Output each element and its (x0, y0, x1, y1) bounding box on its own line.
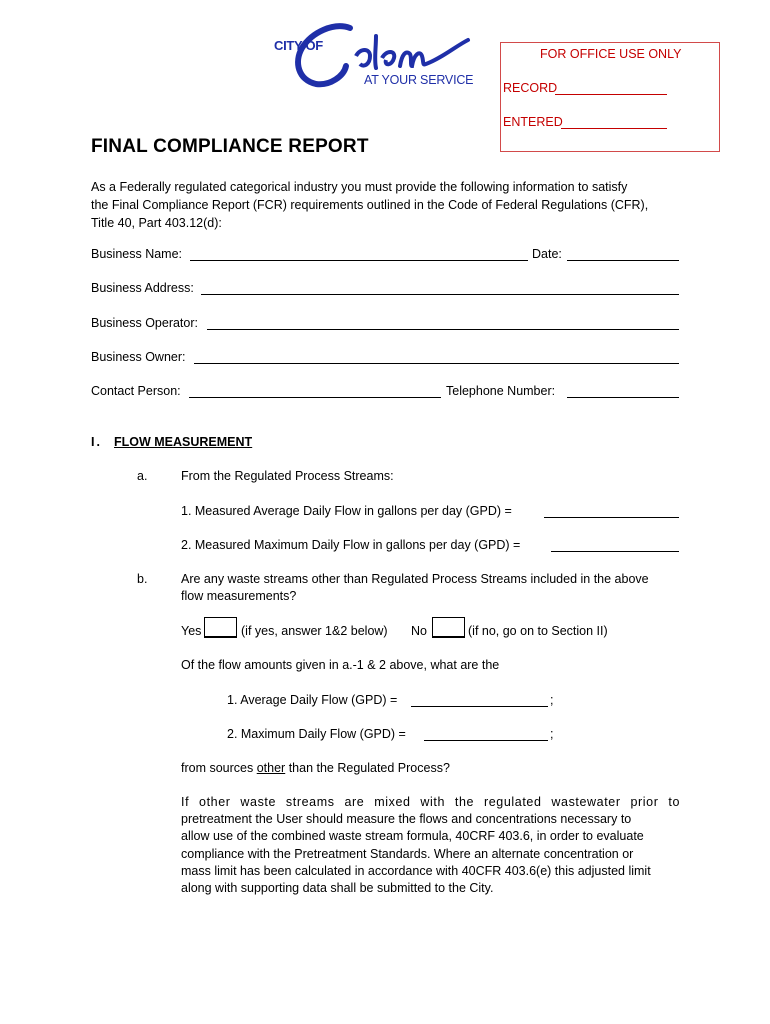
entered-label: ENTERED (503, 115, 563, 129)
business-address-field[interactable] (201, 294, 679, 295)
intro-line: Title 40, Part 403.12(d): (91, 216, 222, 230)
semicolon: ; (550, 693, 554, 707)
max-flow-field[interactable] (551, 551, 679, 552)
record-label: RECORD (503, 81, 558, 95)
no-label: No (411, 624, 427, 638)
intro-line: the Final Compliance Report (FCR) requirements outlined in the Code of Federal Regulations (CFR), (91, 198, 649, 212)
other-max-flow-label: 2. Maximum Daily Flow (GPD) = (227, 727, 406, 741)
item-a-label: a. (137, 469, 148, 483)
item-a-text: From the Regulated Process Streams: (181, 469, 394, 483)
contact-person-field[interactable] (189, 397, 441, 398)
intro-line: As a Federally regulated categorical industry you must provide the following information to satisfy (91, 180, 628, 194)
page-title: FINAL COMPLIANCE REPORT (91, 136, 369, 157)
city-of-salem-logo (272, 18, 472, 96)
sources-question (181, 760, 450, 776)
max-flow-label: 2. Measured Maximum Daily Flow in gallons per day (GPD) = (181, 538, 521, 552)
flow-question: Of the flow amounts given in a.-1 & 2 above, what are the (181, 658, 500, 672)
sources-text: than the Regulated Process? (285, 761, 450, 775)
contact-person-label: Contact Person: (91, 384, 181, 398)
avg-flow-label: 1. Measured Average Daily Flow in gallons per day (GPD) = (181, 504, 512, 518)
business-address-label: Business Address: (91, 281, 194, 295)
telephone-label: Telephone Number: (446, 384, 556, 398)
sources-other-word: other (256, 761, 286, 775)
business-name-field[interactable] (190, 260, 528, 261)
note-line: compliance with the Pretreatment Standards. Where an alternate concentration or (181, 846, 634, 861)
other-avg-flow-label: 1. Average Daily Flow (GPD) = (227, 693, 398, 707)
business-operator-label: Business Operator: (91, 316, 198, 330)
other-max-flow-field[interactable] (424, 740, 548, 741)
no-checkbox[interactable] (432, 617, 465, 638)
section-heading: FLOW MEASUREMENT (114, 435, 253, 449)
semicolon: ; (550, 727, 554, 741)
no-note: (if no, go on to Section II) (468, 624, 608, 638)
date-label: Date: (532, 247, 562, 261)
entered-line (561, 128, 667, 129)
note-line: along with supporting data shall be submitted to the City. (181, 881, 494, 896)
other-avg-flow-field[interactable] (411, 706, 548, 707)
telephone-field[interactable] (567, 397, 679, 398)
note-line: pretreatment the User should measure the flows and concentrations necessary to (181, 812, 632, 827)
record-line (555, 94, 667, 95)
yes-checkbox[interactable] (204, 617, 237, 638)
yes-note: (if yes, answer 1&2 below) (241, 624, 388, 638)
date-field[interactable] (567, 260, 679, 261)
business-name-label: Business Name: (91, 247, 183, 261)
logo-city-of-text: CITY OF (274, 38, 323, 53)
business-owner-label: Business Owner: (91, 350, 186, 364)
business-owner-field[interactable] (194, 363, 679, 364)
yes-label: Yes (181, 624, 202, 638)
item-b-text: Are any waste streams other than Regulated Process Streams included in the above (181, 572, 649, 586)
business-operator-field[interactable] (207, 329, 679, 330)
section-number: I. (91, 435, 102, 449)
note-paragraph (181, 794, 680, 897)
item-b-text: flow measurements? (181, 589, 297, 603)
intro-paragraph (91, 178, 648, 232)
avg-flow-field[interactable] (544, 517, 679, 518)
note-line: mass limit has been calculated in accordance with 40CFR 403.6(e) this adjusted limit (181, 863, 651, 878)
sources-text: from sources (181, 761, 257, 775)
office-use-box (500, 42, 720, 152)
logo-service-text: AT YOUR SERVICE (364, 73, 474, 87)
note-line: If other waste streams are mixed with the regulated wastewater prior to (181, 795, 680, 809)
office-use-heading: FOR OFFICE USE ONLY (540, 47, 682, 61)
item-b-label: b. (137, 572, 148, 586)
note-line: allow use of the combined waste stream formula, 40CRF 403.6, in order to evaluate (181, 829, 644, 844)
